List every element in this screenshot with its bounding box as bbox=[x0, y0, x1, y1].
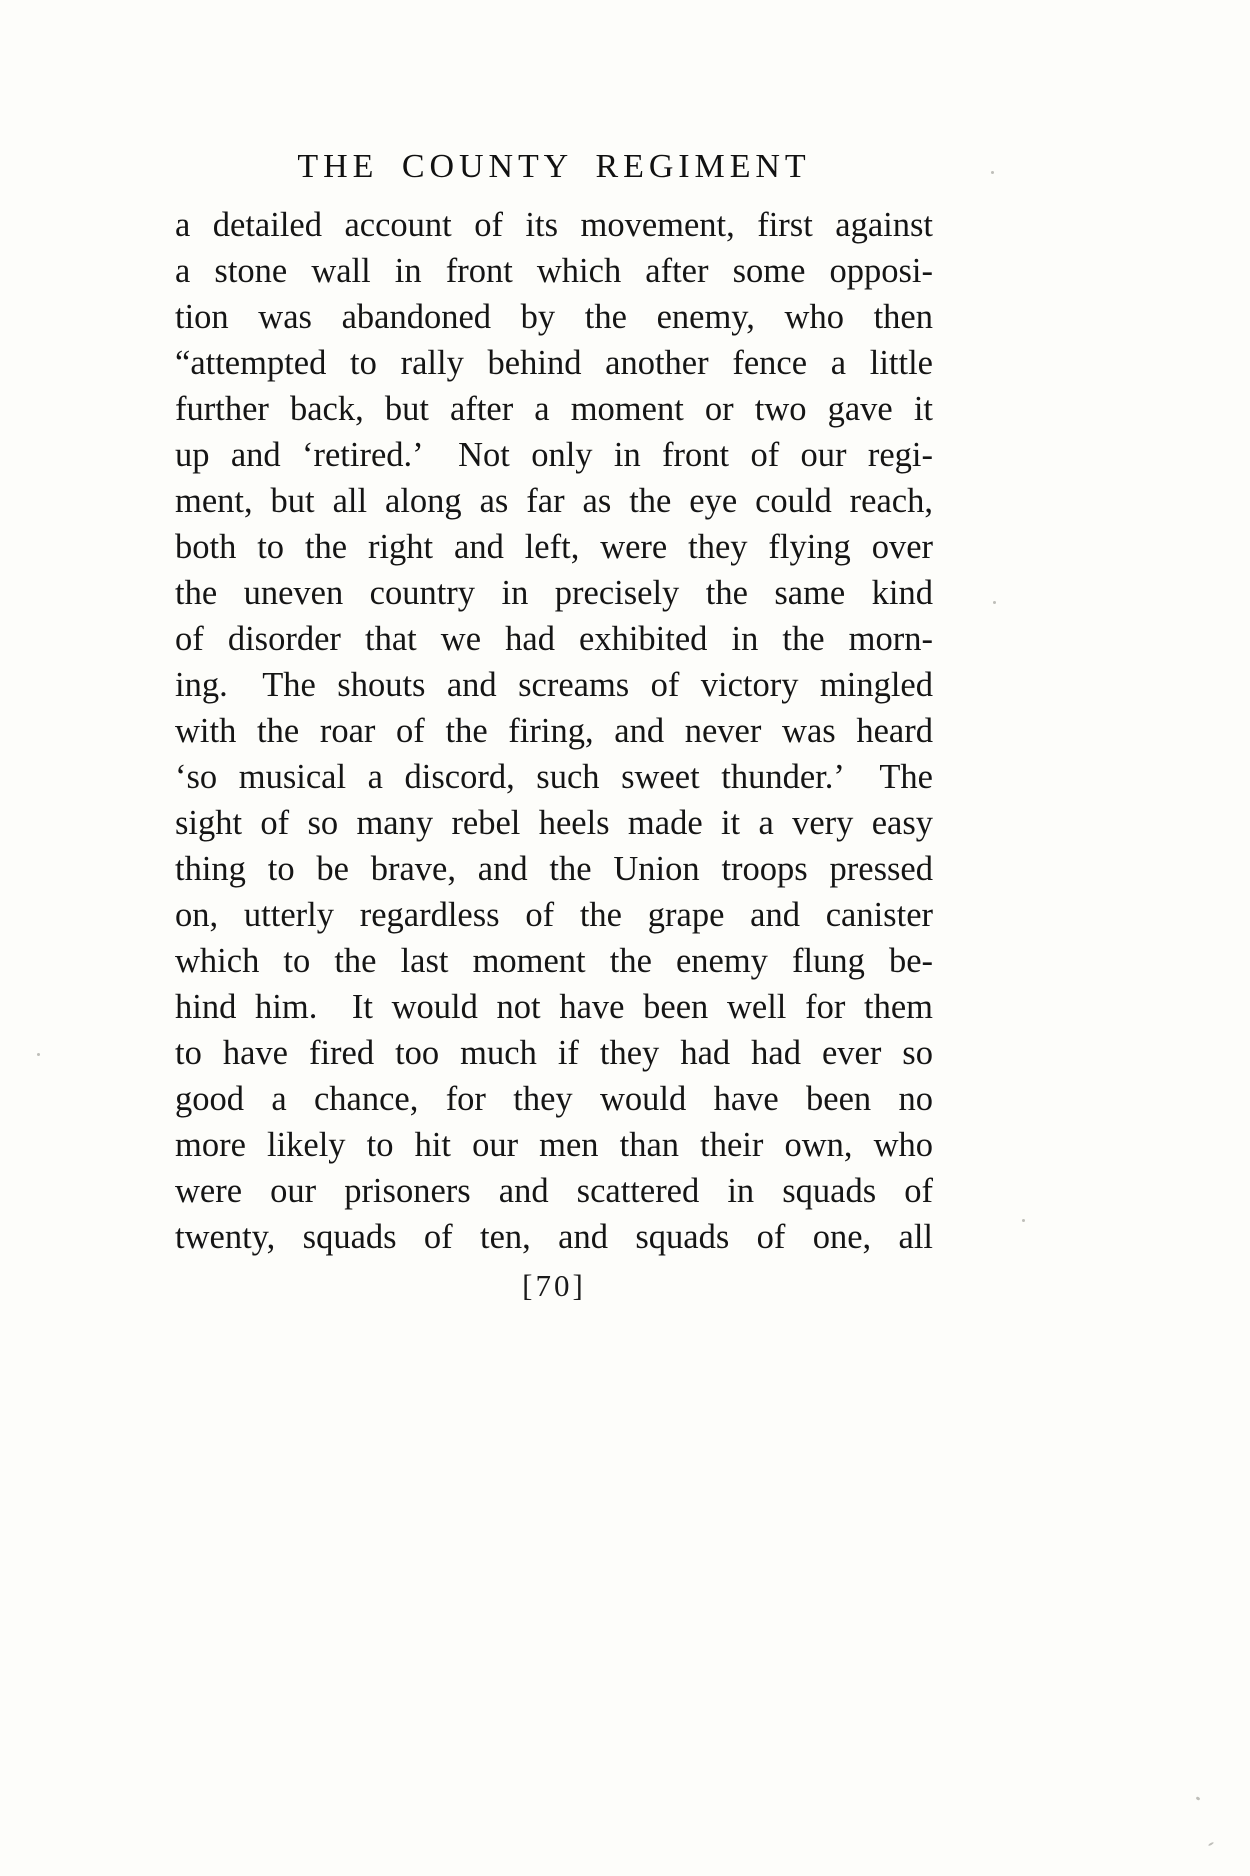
text-line: hind him. It would not have been well for them bbox=[175, 988, 933, 1026]
text-line: to have fired too much if they had had ever so bbox=[175, 1034, 933, 1072]
text-line: up and ‘retired.’ Not only in front of our regi- bbox=[175, 436, 933, 474]
text-line: both to the right and left, were they flying over bbox=[175, 528, 933, 566]
text-line: with the roar of the firing, and never was heard bbox=[175, 712, 933, 750]
text-line: ‘so musical a discord, such sweet thunder.’ The bbox=[175, 758, 933, 796]
text-line: tion was abandoned by the enemy, who then bbox=[175, 298, 933, 336]
text-line: a detailed account of its movement, first against bbox=[175, 206, 933, 244]
text-line: thing to be brave, and the Union troops pressed bbox=[175, 850, 933, 888]
text-line: ing. The shouts and screams of victory mingled bbox=[175, 666, 933, 704]
scan-speckle bbox=[37, 1053, 40, 1056]
text-line: further back, but after a moment or two gave it bbox=[175, 390, 933, 428]
text-block bbox=[175, 148, 933, 1304]
scan-speckle bbox=[1196, 1796, 1201, 1801]
text-line: more likely to hit our men than their own, who bbox=[175, 1126, 933, 1164]
page-heading: THE COUNTY REGIMENT bbox=[297, 148, 811, 185]
text-line: which to the last moment the enemy flung be- bbox=[175, 942, 933, 980]
text-line: ment, but all along as far as the eye could reach, bbox=[175, 482, 933, 520]
scan-speckle bbox=[991, 171, 994, 174]
text-line: twenty, squads of ten, and squads of one, all bbox=[175, 1218, 933, 1256]
text-line: a stone wall in front which after some opposi- bbox=[175, 252, 933, 290]
body-text bbox=[175, 202, 933, 1260]
text-line: the uneven country in precisely the same kind bbox=[175, 574, 933, 612]
text-line: were our prisoners and scattered in squads of bbox=[175, 1172, 933, 1210]
text-line: of disorder that we had exhibited in the morn- bbox=[175, 620, 933, 658]
scan-speckle bbox=[993, 601, 996, 604]
text-line: “attempted to rally behind another fence a little bbox=[175, 344, 933, 382]
scan-speckle bbox=[1208, 1842, 1214, 1847]
page-number: [70] bbox=[522, 1268, 586, 1303]
text-line: sight of so many rebel heels made it a very easy bbox=[175, 804, 933, 842]
text-line: on, utterly regardless of the grape and canister bbox=[175, 896, 933, 934]
scan-speckle bbox=[1022, 1219, 1025, 1222]
text-line: good a chance, for they would have been no bbox=[175, 1080, 933, 1118]
